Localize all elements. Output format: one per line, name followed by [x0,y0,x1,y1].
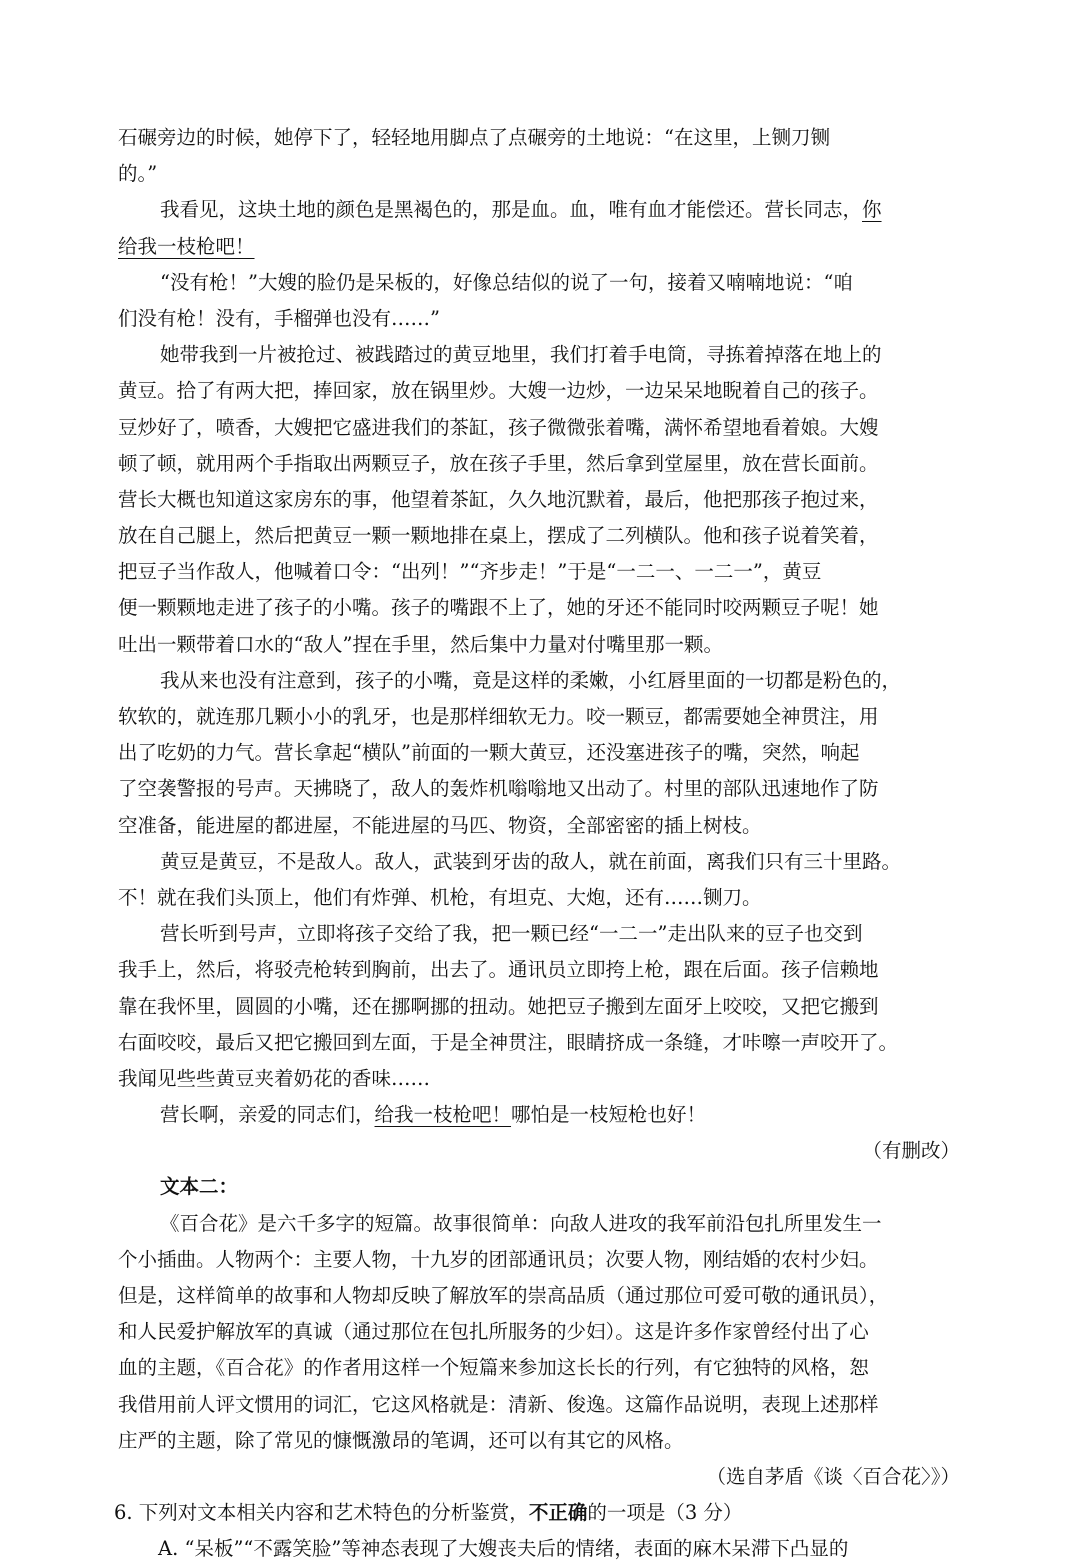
question-text: 的一项是（3 分） [587,1501,743,1525]
underlined-text: 给我一枝枪吧！ [374,1103,512,1127]
paragraph [118,1097,970,1133]
text-line: 我手上，然后，将驳壳枪转到胸前，出去了。通讯员立即挎上枪，跟在后面。孩子信赖地 [118,958,879,982]
text-line: 营长听到号声，立即将孩子交给了我，把一颗已经“一二一”走出队来的豆子也交到 [160,922,863,946]
text-span: 哪怕是一枝短枪也好！ [511,1103,707,1127]
document-page [114,120,970,1568]
text-line: 血的主题，《百合花》的作者用这样一个短篇来参加这长长的行列，有它独特的风格，恕 [118,1356,869,1380]
source-citation: （选自茅盾《谈〈百合花〉》） [706,1464,960,1488]
text-line: 我借用前人评文惯用的词汇，它这风格就是：清新、俊逸。这篇作品说明，表现上述那样 [118,1392,879,1416]
text-line: 豆炒好了，喷香，大嫂把它盛进我们的茶缸，孩子微微张着嘴，满怀希望地看着娘。大嫂 [118,415,879,439]
underlined-text: 给我一枝枪吧！ [118,234,255,258]
text-line: 《百合花》是六千多字的短篇。故事很简单：向敌人进攻的我军前沿包扎所里发生一 [160,1211,882,1235]
text-line: 庄严的主题，除了常见的慷慨激昂的笔调，还可以有其它的风格。 [118,1428,684,1452]
text-line: 她带我到一片被抢过、被践踏过的黄豆地里，我们打着手电筒，寻拣着掉落在地上的 [160,343,882,367]
text-line [118,192,970,228]
paragraph [118,337,970,663]
text-line: 和人民爱护解放军的真诚（通过那位在包扎所服务的少妇）。这是许多作家曾经付出了心 [118,1320,869,1344]
text-line: 便一颗颗地走进了孩子的小嘴。孩子的嘴跟不上了，她的牙还不能同时咬两颗豆子呢！她 [118,596,879,620]
text-line: 石碾旁边的时候，她停下了，轻轻地用脚点了点碾旁的土地说：“在这里，上铡刀铡 [118,126,830,149]
text-line [118,229,970,265]
text-line: 营长大概也知道这家房东的事，他望着茶缸，久久地沉默着，最后，他把那孩子抱过来， [118,487,879,511]
text-line: 出了吃奶的力气。营长拿起“横队”前面的一颗大黄豆，还没塞进孩子的嘴，突然，响起 [118,741,860,765]
text-span: 营长啊，亲爱的同志们， [160,1103,375,1127]
text-line: 我从来也没有注意到，孩子的小嘴，竟是这样的柔嫩，小红唇里面的一切都是粉色的， [160,668,902,692]
text-line: 们没有枪！没有，手榴弹也没有……” [118,306,440,330]
paragraph [118,1206,970,1459]
text-span: 我看见，这块土地的颜色是黑褐色的，那是血。血，唯有血才能偿还。营长同志， [160,198,863,222]
text-line: 右面咬咬，最后又把它搬回到左面，于是全神贯注，眼睛挤成一条缝，才咔嚓一声咬开了。 [118,1030,899,1054]
text-line: 把豆子当作敌人，他喊着口令：“出列！”“齐步走！”于是“一二一、一二一”，黄豆 [118,560,822,584]
section-heading: 文本二： [160,1175,239,1199]
paragraph [118,192,970,264]
paragraph [118,265,970,337]
question-emphasis: 不正确 [528,1501,588,1525]
text-line [118,1097,970,1133]
text-line: 黄豆。拾了有两大把，捧回家，放在锅里炒。大嫂一边炒，一边呆呆地睨着自己的孩子。 [118,379,879,403]
text-line: 的。” [118,162,158,186]
text-line: 空准备，能进屋的都进屋，不能进屋的马匹、物资，全部密密的插上树枝。 [118,813,762,837]
question-stem [114,1495,970,1531]
paragraph [118,916,970,1097]
option-a: A. “呆板”“不露笑脸”等神态表现了大嫂丧夫后的情绪，表面的麻木呆滞下凸显的 [158,1537,849,1561]
paragraph [118,120,970,192]
text-line: 顿了顿，就用两个手指取出两颗豆子，放在孩子手里，然后拿到堂屋里，放在营长面前。 [118,451,879,475]
text-line: “没有枪！”大嫂的脸仍是呆板的，好像总结似的说了一句，接着又喃喃地说：“咱 [160,270,853,294]
text-line: 了空袭警报的号声。天拂晓了，敌人的轰炸机嗡嗡地又出动了。村里的部队迅速地作了防 [118,777,879,801]
underlined-text: 你 [862,198,882,222]
text-line: 不！就在我们头顶上，他们有炸弹、机枪，有坦克、大炮，还有……铡刀。 [118,885,762,909]
edit-note: （有删改） [862,1139,960,1163]
paragraph [118,844,970,916]
question-text: 6. 下列对文本相关内容和艺术特色的分析鉴赏， [114,1501,529,1525]
text-line: 软软的，就连那几颗小小的乳牙，也是那样细软无力。咬一颗豆，都需要她全神贯注，用 [118,705,879,728]
text-line: 但是，这样简单的故事和人物却反映了解放军的崇高品质（通过那位可爱可敬的通讯员）， [118,1284,889,1307]
text-line: 吐出一颗带着口水的“敌人”捏在手里，然后集中力量对付嘴里那一颗。 [118,632,723,656]
text-line: 放在自己腿上，然后把黄豆一颗一颗地排在桌上，摆成了二列横队。他和孩子说着笑着， [118,524,879,548]
text-line: 靠在我怀里，圆圆的小嘴，还在挪啊挪的扭动。她把豆子搬到左面牙上咬咬，又把它搬到 [118,994,879,1018]
text-line: 个小插曲。人物两个：主要人物，十九岁的团部通讯员；次要人物，刚结婚的农村少妇。 [118,1247,879,1271]
text-line: 黄豆是黄豆，不是敌人。敌人，武装到牙齿的敌人，就在前面，离我们只有三十里路。 [160,849,902,873]
text-line: 我闻见些些黄豆夹着奶花的香味…… [118,1066,431,1090]
paragraph [118,663,970,844]
